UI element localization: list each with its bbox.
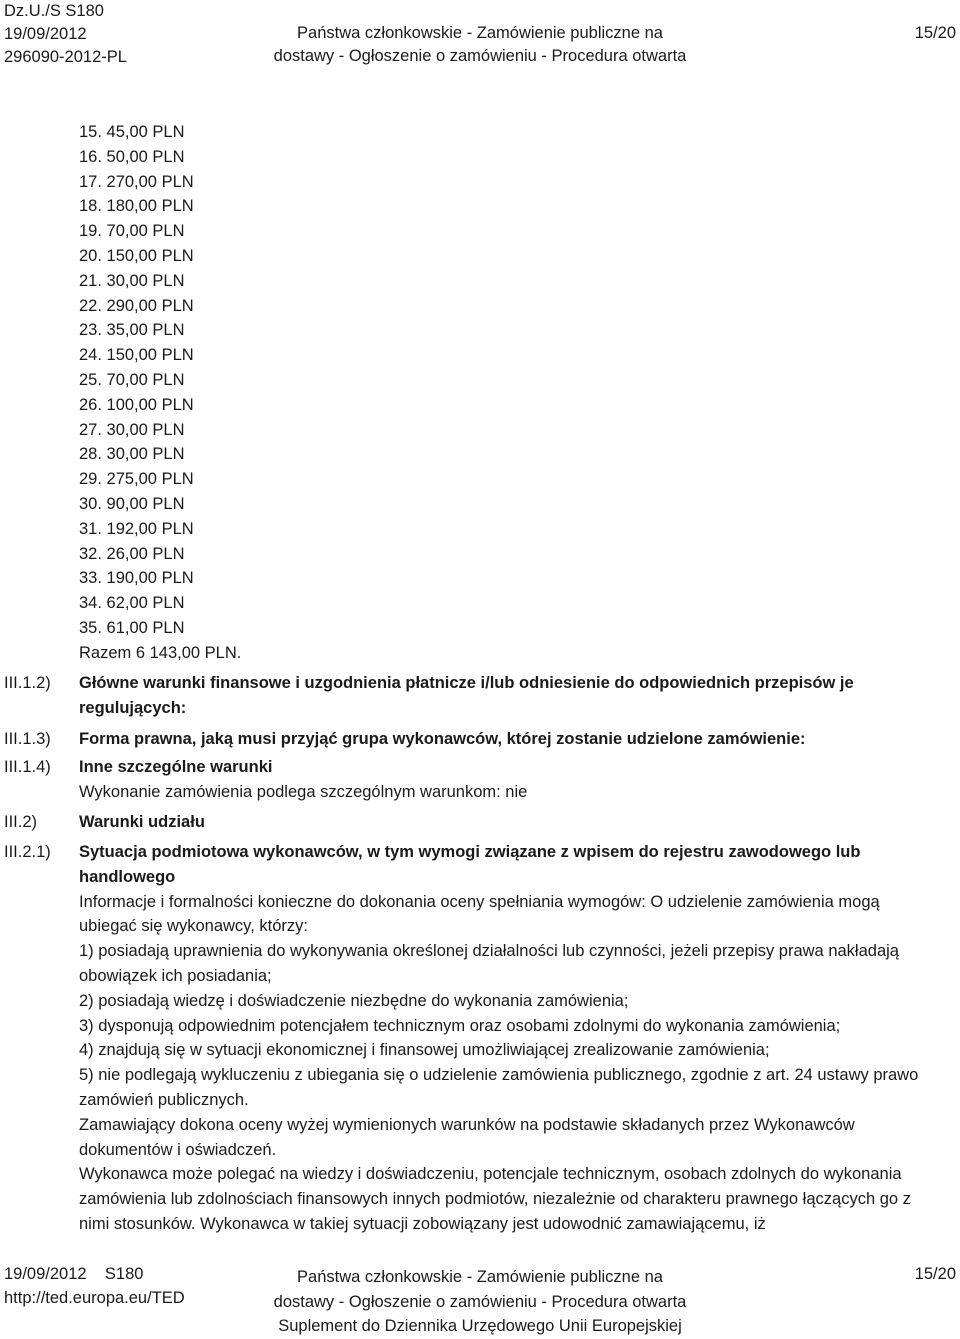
paragraph: 5) nie podlegają wykluczeniu z ubiegania się o udzielenie zamówienia publicznego, zgodnie z art. 24 ustawy prawo zamówień publicznych.	[79, 1066, 919, 1109]
amount-item: 34. 62,00 PLN	[79, 594, 185, 613]
amount-item: 32. 26,00 PLN	[79, 544, 185, 563]
amount-item: 28. 30,00 PLN	[79, 445, 185, 464]
section-number: III.2)	[4, 813, 38, 831]
footer-title-line3: Suplement do Dziennika Urzędowego Unii Europejskiej	[278, 1317, 682, 1335]
amount-item: 27. 30,00 PLN	[79, 420, 185, 439]
footer-title	[0, 1265, 960, 1339]
header-title-line2: dostawy - Ogłoszenie o zamówieniu - Procedura otwarta	[273, 47, 687, 65]
section-title: Sytuacja podmiotowa wykonawców, w tym wymogi związane z wpisem do rejestru zawodowego lub handlowego	[79, 843, 861, 886]
amount-item: 20. 150,00 PLN	[79, 246, 194, 265]
section-text: Wykonanie zamówienia podlega szczególnym warunkom: nie	[79, 782, 528, 801]
footer-date-issue: 19/09/2012 S180	[4, 1265, 144, 1283]
page-header	[0, 0, 960, 70]
amount-item: 17. 270,00 PLN	[79, 172, 194, 191]
section-content	[79, 840, 939, 1237]
section-number: III.1.4)	[4, 758, 51, 776]
amount-item: 21. 30,00 PLN	[79, 271, 185, 290]
footer-title-line2: dostawy - Ogłoszenie o zamówieniu - Procedura otwarta	[273, 1292, 687, 1311]
paragraph: 4) znajdują się w sytuacji ekonomicznej i finansowej umożliwiającej zrealizowanie zamówienia;	[79, 1041, 770, 1060]
amount-item: 35. 61,00 PLN	[79, 618, 185, 637]
header-page-number: 15/20	[914, 24, 956, 42]
amount-item: 29. 275,00 PLN	[79, 470, 194, 489]
amount-item: Razem 6 143,00 PLN.	[79, 643, 242, 662]
section-content	[79, 755, 939, 805]
amount-item: 25. 70,00 PLN	[79, 370, 185, 389]
amount-item: 16. 50,00 PLN	[79, 147, 185, 166]
paragraph: Zamawiający dokona oceny wyżej wymienionych warunków na podstawie składanych przez Wykonawców dokumentów i oświadczeń.	[79, 1115, 855, 1159]
amount-list	[79, 120, 241, 666]
paragraph: 1) posiadają uprawnienia do wykonywania określonej działalności lub czynności, jeżeli przepisy prawa nakładają obowiązek ich posiadania;	[79, 942, 899, 985]
notice-number: 296090-2012-PL	[4, 48, 127, 66]
paragraph: Informacje i formalności konieczne do dokonania oceny spełniania wymogów: O udzielenie zamówienia mogą ubiegać się wykonawcy, którzy:	[79, 892, 880, 936]
footer-title-line1: Państwa członkowskie - Zamówienie publiczne na	[297, 1268, 663, 1286]
page-footer	[0, 1262, 960, 1334]
amount-item: 22. 290,00 PLN	[79, 296, 194, 315]
footer-page-number: 15/20	[914, 1265, 956, 1283]
section-number: III.1.3)	[4, 730, 51, 748]
paragraph: Wykonawca może polegać na wiedzy i doświadczeniu, potencjale technicznym, osobach zdolnych do wykonania zamówienia lub zdolnościach finansowych innych podmiotów, niezależnie od charakteru prawnego łączących go z nimi stosunków. Wykonawca w takiej sytuacji zobowiązany jest udowodnić zamawiającemu, iż	[79, 1165, 911, 1233]
section-title: Warunki udziału	[79, 813, 205, 831]
header-title	[0, 22, 960, 68]
footer-url[interactable]: http://ted.europa.eu/TED	[4, 1289, 185, 1307]
amount-item: 30. 90,00 PLN	[79, 494, 185, 513]
amount-item: 31. 192,00 PLN	[79, 519, 194, 538]
section-number: III.1.2)	[4, 674, 51, 692]
amount-item: 26. 100,00 PLN	[79, 395, 194, 414]
section-title: Inne szczególne warunki	[79, 758, 273, 776]
section-title: Główne warunki finansowe i uzgodnienia płatnicze i/lub odniesienie do odpowiednich przepisów je regulujących:	[79, 674, 854, 717]
amount-item: 23. 35,00 PLN	[79, 321, 185, 340]
section-title: Forma prawna, jaką musi przyjąć grupa wykonawców, której zostanie udzielone zamówienie:	[79, 730, 806, 748]
amount-item: 15. 45,00 PLN	[79, 123, 185, 141]
header-date: 19/09/2012	[4, 25, 87, 43]
journal-ref: Dz.U./S S180	[4, 2, 104, 20]
amount-item: 19. 70,00 PLN	[79, 222, 185, 241]
paragraph: 3) dysponują odpowiednim potencjałem technicznym oraz osobami zdolnymi do wykonania zamówienia;	[79, 1016, 841, 1035]
amount-item: 24. 150,00 PLN	[79, 346, 194, 365]
amount-item: 33. 190,00 PLN	[79, 569, 194, 588]
header-title-line1: Państwa członkowskie - Zamówienie publiczne na	[297, 24, 663, 42]
amount-item: 18. 180,00 PLN	[79, 197, 194, 216]
paragraph: 2) posiadają wiedzę i doświadczenie niezbędne do wykonania zamówienia;	[79, 991, 629, 1010]
section-number: III.2.1)	[4, 843, 51, 861]
